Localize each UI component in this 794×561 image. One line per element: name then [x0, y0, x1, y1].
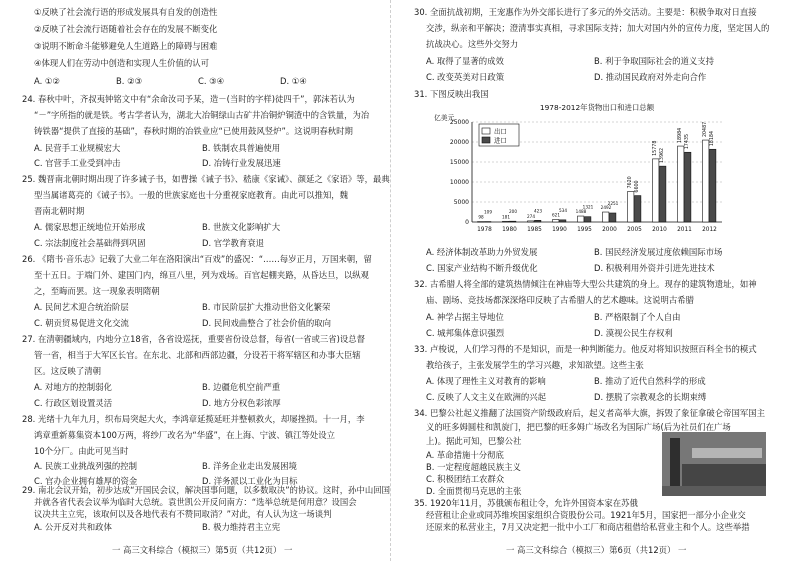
q25-option-d: D. 官学教育衰退 — [202, 238, 265, 248]
q25-line: 型当属诸葛亮的《诫子书》。一般的世族家庭也十分重视家庭教育。由此可以推知，魏 — [34, 190, 349, 200]
bar-import — [685, 152, 691, 222]
data-label: 1321 — [582, 204, 594, 210]
q25-option-b: B. 世族文化影响扩大 — [202, 222, 281, 232]
data-label: 17435 — [685, 133, 690, 150]
q31-line: 31. 下图反映出我国 — [414, 89, 489, 99]
q32-option-b: B. 严格限制了个人自由 — [594, 312, 681, 322]
q24-option-a: A. 民营手工业规模宏大 — [34, 143, 121, 153]
page-footer-right: 一 高三文科综合（模拟三）第6页（共12页） 一 — [506, 545, 687, 555]
q33-line: 33. 卢梭说，人们学习得的不是知识，而是一种判断能力。他反对将知识按照百科全书的模式 — [414, 344, 757, 354]
q32-line: 32. 古希腊人将全部的建筑热情倾注在神庙等大型公共建筑的身上。现存的建筑物遗址，如神 — [414, 279, 757, 289]
bar-export — [478, 222, 484, 223]
q34-option-d: D. 全面贯彻马克思的主张 — [426, 486, 522, 496]
q24-option-b: B. 铁制农具普遍使用 — [202, 143, 281, 153]
q33-option-b: B. 推动了近代自然科学的形成 — [594, 376, 706, 386]
q26-line: 至十五日。于端门外、建国门内，绵亘八里，列为戏场。百官起棚夹路，从昏达旦，以纵观 — [34, 270, 369, 280]
q28-line: 28. 光绪十九年九月，织布局突起大火，李鸿章延揽延旺并整顿救火，却屡挫损。十一月，李 — [22, 414, 365, 424]
legend-swatch — [482, 128, 490, 134]
q28-option-c: C. 官办企业拥有雄厚的资金 — [34, 476, 138, 486]
bar-export — [678, 146, 684, 222]
bar-import — [535, 220, 541, 222]
data-label: 274 — [527, 213, 535, 219]
y-tick-label: 25000 — [449, 119, 469, 126]
q28-option-d: D. 洋务派以工业化为目标 — [202, 476, 298, 486]
q32-option-a: A. 神学占据主导地位 — [426, 312, 504, 322]
bar-import — [635, 196, 641, 222]
q27-option-b: B. 边疆危机空前严重 — [202, 382, 281, 392]
bar-import — [660, 166, 666, 222]
q35-line: 经营租让企业或同苏维埃国家组织合资股份公司。1921年5月，国家把一部分小企业交 — [426, 510, 746, 520]
bar-export — [628, 192, 634, 222]
x-tick-label: 1978 — [477, 227, 492, 233]
q30-line: 交涉，纵亲和平解决；澄清事实真相，寻求国际支持；加大对国内外的宣传力度，坚定国人的 — [426, 23, 770, 33]
intro-option-4: ④体现人们在劳动中创造和实现人生价值的认可 — [34, 58, 210, 68]
bar-export — [653, 159, 659, 222]
q31-option-c: C. 国家产业结构不断升级优化 — [426, 263, 538, 273]
x-tick-label: 2012 — [702, 227, 717, 233]
legend-swatch — [482, 137, 490, 143]
page-footer-left: 一 高三文科综合（模拟三）第5页（共12页） 一 — [112, 545, 293, 555]
q34-option-a: A. 革命措施十分彻底 — [426, 450, 504, 460]
bar-export — [578, 216, 584, 222]
q26-option-b: B. 市民阶层扩大推动世俗文化繁荣 — [202, 302, 331, 312]
trade-chart — [430, 100, 730, 250]
q29-option-a: A. 公开反对共和政体 — [34, 522, 112, 532]
q34-option-c: C. 积极团结工农群众 — [426, 474, 505, 484]
intro-choice-d: D. ①④ — [280, 76, 307, 86]
data-label: 2251 — [607, 200, 619, 206]
x-tick-label: 1985 — [527, 227, 542, 233]
bar-import — [710, 149, 716, 222]
bar-import — [485, 222, 491, 223]
x-tick-label: 1990 — [552, 227, 567, 233]
y-tick-label: 0 — [465, 219, 469, 226]
intro-choice-c: C. ③④ — [198, 76, 225, 86]
intro-option-1: ①反映了社会流行语的形成发展具有自发的创造性 — [34, 7, 218, 17]
data-label: 423 — [534, 208, 542, 214]
q31-option-b: B. 国民经济发展过度依赖国际市场 — [594, 247, 723, 257]
data-label: 534 — [559, 207, 567, 213]
q27-option-a: A. 对地方的控制弱化 — [34, 382, 112, 392]
data-label: 13962 — [660, 147, 665, 164]
q32-option-d: D. 漠视公民生存权利 — [594, 328, 673, 338]
y-tick-label: 10000 — [449, 179, 469, 186]
q29-line: 29. 南北会议开始，初步达成“开国民会议，解决国事问题，以多数取决”的协议。这时，孙中山回国 — [22, 485, 391, 495]
y-tick-label: 5000 — [453, 199, 469, 206]
x-tick-label: 2005 — [627, 227, 642, 233]
q33-option-c: C. 反映了人文主义在欧洲的兴起 — [426, 392, 547, 402]
q30-option-c: C. 改变英美对日政策 — [426, 72, 505, 82]
q34-line: 义的旺多姆圆柱和凯旋门，把巴黎的旺多姆广场改名为国际广场(后为社员们在广场 — [426, 422, 731, 432]
q29-option-b: B. 极力维持君主立宪 — [202, 522, 281, 532]
x-tick-label: 1995 — [577, 227, 592, 233]
data-label: 621 — [552, 212, 560, 218]
paris-commune-photo — [662, 432, 766, 496]
bar-import — [610, 213, 616, 222]
data-label: 2492 — [600, 205, 612, 211]
q30-option-b: B. 利于争取国际社会的道义支持 — [594, 56, 714, 66]
q26-option-d: D. 民间戏曲整合了社会价值的取向 — [202, 318, 332, 328]
data-label: 18984 — [678, 127, 683, 144]
data-label: 200 — [509, 209, 517, 215]
q33-option-d: D. 摆脱了宗教观念的长期束缚 — [594, 392, 707, 402]
q30-line: 30. 全面抗战初期，王宠惠作为外交部长进行了多元的外交活动。主要是：积极争取对日直接 — [414, 7, 757, 17]
y-tick-label: 15000 — [449, 159, 469, 166]
data-label: 6600 — [635, 180, 640, 193]
q25-option-c: C. 宗法制度社会基础得到巩固 — [34, 238, 146, 248]
x-tick-label: 1980 — [502, 227, 517, 233]
q28-option-b: B. 洋务企业走出发展困境 — [202, 461, 297, 471]
bar-import — [585, 217, 591, 222]
data-label: 109 — [484, 209, 492, 215]
data-label: 18184 — [710, 130, 715, 147]
right-page — [400, 0, 794, 561]
q24-option-c: C. 官营手工业受到冲击 — [34, 158, 121, 168]
q33-option-a: A. 体现了理性主义对教育的影响 — [426, 376, 546, 386]
bar-export — [703, 140, 709, 222]
q30-line: 抗战决心。这些外交努力 — [426, 39, 519, 49]
q25-line: 25. 魏晋南北朝时期出现了许多诫子书，如曹操《诫子书》、嵇康《家诫》、颜延之《家语》等，最典 — [22, 174, 390, 184]
q28-line: 鸿章重新募集资本100万两，将纱厂改名为“华盛”，在上海、宁波、镇江等处设立 — [34, 430, 336, 440]
q34-line: 34. 巴黎公社起义推翻了法国资产阶级政府后，起义者高举大旗，拆毁了象征拿破仑帝国军国主 — [414, 408, 765, 418]
q25-option-a: A. 儒家思想正统地位开始形成 — [34, 222, 146, 232]
y-tick-label: 20000 — [449, 139, 469, 146]
q24-line: 铸铁器“提供了直接的基础”，春秋时期的冶铁业应“已使用鼓风竖炉”。这说明春秋时期 — [34, 126, 353, 136]
q34-option-b: B. 一定程度超越民族主义 — [426, 462, 521, 472]
q27-option-c: C. 行政区划设置灵活 — [34, 398, 113, 408]
intro-choice-b: B. ②③ — [116, 76, 143, 86]
data-label: 15778 — [653, 140, 658, 156]
q31-option-a: A. 经济体制改革助力外贸发展 — [426, 247, 538, 257]
q27-line: 管一省，相当于大军区长官。在东北、北部和西部边疆，分设若干将军辖区和办事大臣辖 — [34, 350, 361, 360]
intro-option-2: ②反映了社会流行语随着社会存在的发展不断变化 — [34, 24, 218, 34]
q24-line: 24. 春秋中叶，齐叔夷钟铭文中有“余命汝司予某，造－(当时的字样)徒四千”，郭沫若认为 — [22, 94, 355, 104]
q27-line: 区。这反映了清朝 — [34, 366, 101, 376]
q26-option-c: C. 朝贡贸易促进文化交流 — [34, 318, 129, 328]
bar-export — [603, 212, 609, 222]
data-label: 20487 — [703, 121, 708, 138]
legend-label: 出口 — [494, 127, 507, 136]
bar-export — [553, 220, 559, 222]
q29-line: 并就各省代表会议举为临时大总统。袁世凯公开反问南方：“选举总统是何用意？设国会 — [34, 497, 357, 507]
chart-title: 1978-2012年货物出口和进口总额 — [539, 103, 655, 112]
bar-export — [528, 221, 534, 222]
x-tick-label: 2010 — [652, 227, 667, 233]
q32-line: 庙、剧场、竞技场都深深烙印反映了古希腊人的艺术趣味。这说明古希腊 — [426, 295, 694, 305]
bar-import — [560, 220, 566, 222]
x-tick-label: 2000 — [602, 227, 617, 233]
q25-line: 晋南北朝时期 — [34, 206, 85, 216]
legend-label: 进口 — [494, 136, 507, 145]
q30-option-a: A. 取得了显著的成效 — [426, 56, 504, 66]
q31-option-d: D. 积极利用外资并引进先进技术 — [594, 263, 715, 273]
x-tick-label: 2011 — [677, 227, 692, 233]
q27-line: 27. 在清朝疆域内，内地分立18省，各省设巡抚，重要省份设总督，每省(一省或三省)设总督 — [22, 334, 366, 344]
q34-line: 上)。据此可知，巴黎公社 — [426, 436, 522, 446]
q29-line: 议决共主立宪，该取何以及各地代表有不赞同取消？”对此，有人认为这一场谈判 — [34, 509, 332, 519]
q24-line: “－”字所指的就是铁。考古学者认为，湖北大冶铜绿山古矿井冶铜炉铜渣中的含铁量，为冶 — [34, 110, 370, 120]
data-label: 7620 — [628, 176, 633, 189]
q24-option-d: D. 冶铸行业发展迅速 — [202, 158, 281, 168]
q26-option-a: A. 民间艺术迎合统治阶层 — [34, 302, 129, 312]
q26-line: 26. 《隋书·音乐志》记载了大业二年在洛阳演出“百戏”的盛况：“……每岁正月，万国来朝，留 — [22, 254, 372, 264]
data-label: 98 — [478, 214, 484, 220]
data-label: 1488 — [575, 209, 587, 215]
q35-line: 35. 1920年11月，苏俄颁布租让令，允许外国资本家在苏俄 — [414, 498, 638, 508]
q33-line: 教给孩子，主张发展学生的学习兴趣，求知欲望。这些主张 — [426, 360, 644, 370]
bar-import — [510, 221, 516, 222]
intro-choice-a: A. ①② — [34, 76, 60, 86]
q32-option-c: C. 城邦集体意识强烈 — [426, 328, 505, 338]
chart-ylabel: 亿美元 — [434, 114, 455, 122]
q30-option-d: D. 推动国民政府对外走向合作 — [594, 72, 707, 82]
q26-line: 之，至晦而罢。这一现象表明隋朝 — [34, 286, 160, 296]
bar-export — [503, 221, 509, 222]
q28-option-a: A. 民族工业挑战列强的控制 — [34, 461, 138, 471]
intro-option-3: ③说明不断命斗能够避免人生道路上的障碍与困难 — [34, 41, 218, 51]
left-page — [0, 0, 391, 561]
q27-option-d: D. 地方分权色彩浓厚 — [202, 398, 281, 408]
q35-line: 还原来的私营业主，7月又决定把一批中小工厂和商店租借给私营业主和个人。这些举措 — [426, 522, 750, 532]
data-label: 181 — [502, 214, 510, 220]
q28-line: 10个分厂。由此可见当时 — [34, 446, 129, 456]
